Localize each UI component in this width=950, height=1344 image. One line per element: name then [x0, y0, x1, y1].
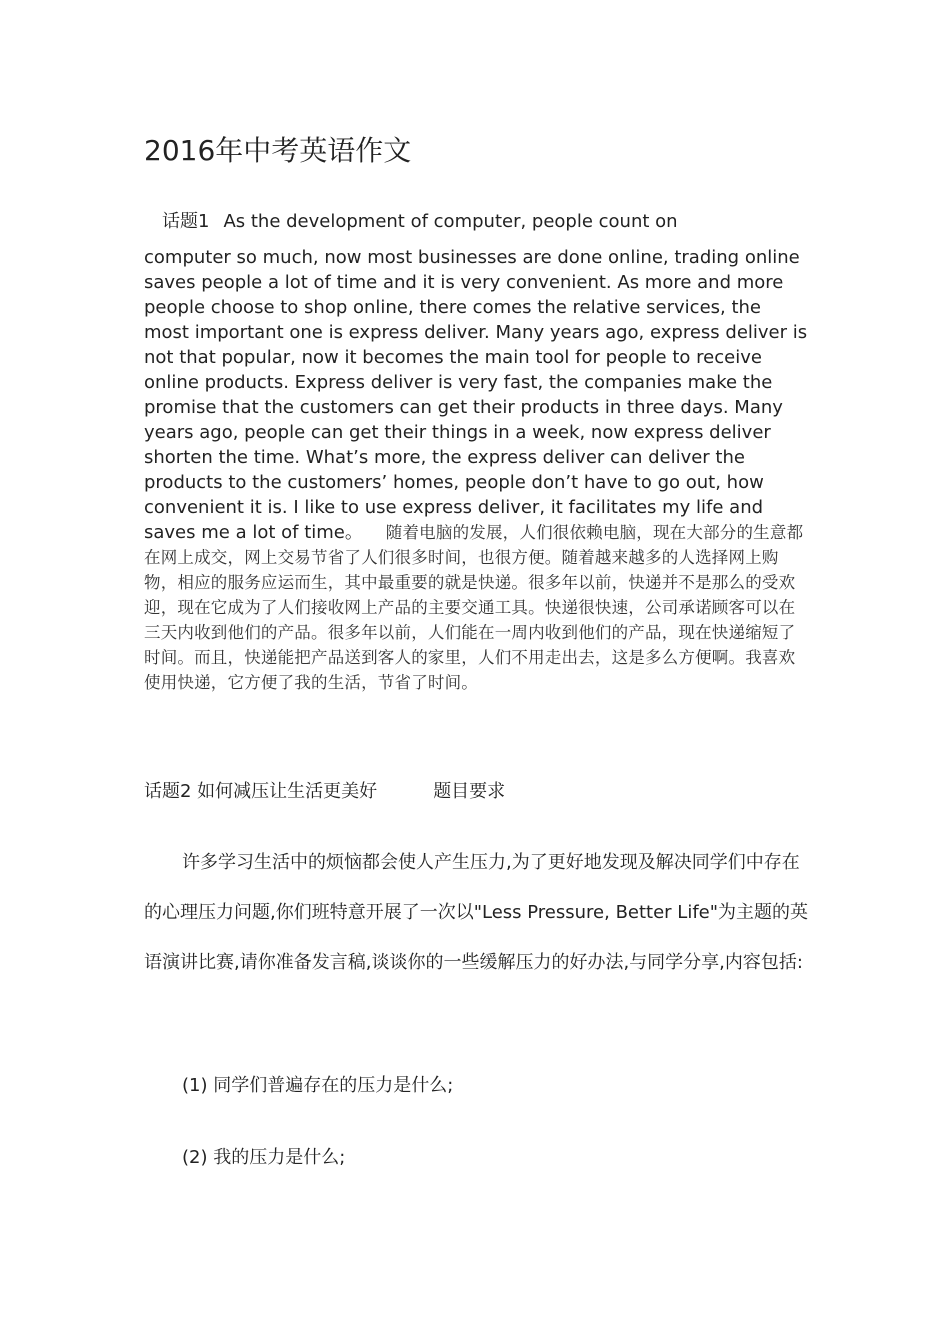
- topic2-item-1: (1) 同学们普遍存在的压力是什么;: [182, 1075, 454, 1096]
- topic2-item-2: (2) 我的压力是什么;: [182, 1147, 346, 1168]
- topic2-prompt: 许多学习生活中的烦恼都会使人产生压力,为了更好地发现及解决同学们中存在的心理压力问题,你们班特意开展了一次以"Less Pressure, Better Life"为主题的英语演讲比赛,请你准备发言稿,谈谈你的一些缓解压力的好办法,与同学分享,内容包括:: [144, 852, 809, 973]
- topic2-requirements-label: 题目要求: [433, 781, 506, 802]
- topic2-heading-line: [144, 778, 505, 806]
- topic1-chinese-translation: 随着电脑的发展，人们很依赖电脑，现在大部分的生意都在网上成交，网上交易节省了人们很多时间，也很方便。随着越来越多的人选择网上购物，相应的服务应运而生，其中最重要的就是快递。很多年以前，快递并不是那么的受欢迎，现在它成为了人们接收网上产品的主要交通工具。快递很快速，公司承诺顾客可以在三天内收到他们的产品。很多年以前，人们能在一周内收到他们的产品，现在快递缩短了时间。而且，快递能把产品送到客人的家里，人们不用走出去，这是多么方便啊。我喜欢使用快递，它方便了我的生活，节省了时间。: [144, 523, 804, 692]
- topic1-english-end: time。: [304, 522, 363, 543]
- topic1-label: 话题1: [162, 211, 210, 232]
- topic1-english-body: computer so much, now most businesses are done online, trading online saves people a lot of time and it is very convenient. As more and more people choose to shop online, there comes the relative services, the most important one is express deliver. Many years ago, express deliver is not that popular, now it becomes the main tool for people to receive online products. Express deliver is very fast, the companies make the promise that the customers can get their products in three days. Many years ago, people can get their things in a week, now express deliver shorten the time. What’s more, the express deliver can deliver the products to the customers’ homes, people don’t have to go out, how convenient it is. I like to use express deliver, it facilitates my life and saves me a lot of: [144, 247, 808, 543]
- topic1-essay: [144, 245, 809, 695]
- topic1-first-sentence: As the development of computer, people count on: [223, 211, 678, 232]
- document-title: 2016年中考英语作文: [144, 134, 412, 167]
- topic2-heading: 话题2 如何减压让生活更美好: [144, 781, 378, 802]
- topic1-first-line: [162, 209, 678, 235]
